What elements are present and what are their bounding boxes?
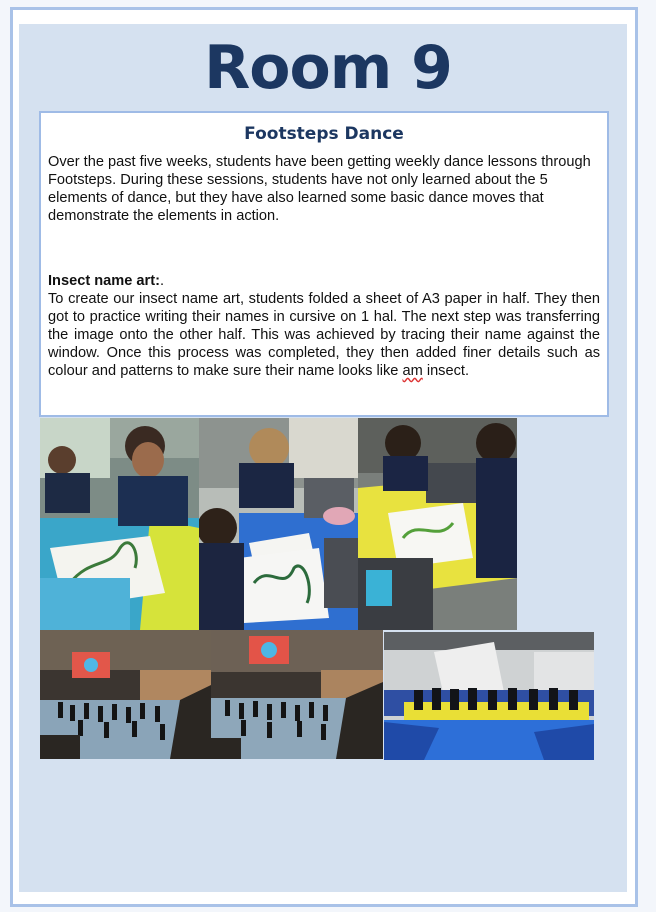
photo-students-drawing-2 (199, 418, 358, 630)
article-text-box (39, 111, 609, 417)
photo-dance-hall-2 (211, 630, 383, 759)
insect-paragraph-part-1: To create our insect name art, students folded a sheet of A3 paper in half. They then got to practice writing their names in cursive on 1 hal. The next step was transferring the image onto the other half. This was achieved by tracing their name against the window. Once this process was completed, they then added finer details such as colour and patterns to make sure their name looks like (48, 291, 600, 379)
photo-students-tablet (358, 418, 517, 630)
insect-art-paragraph (48, 290, 600, 380)
insect-art-heading-suffix: . (159, 273, 164, 289)
footsteps-dance-heading: Footsteps Dance (244, 124, 404, 144)
photo-students-drawing-1 (40, 418, 199, 630)
dance-paragraph: Over the past five weeks, students have been getting weekly dance lessons through Footsteps. During these sessions, students have not only learned about the 5 elements of dance, but they have also learned some basic dance moves that demonstrate the elements in action. (48, 154, 591, 224)
insect-art-subheading (48, 272, 600, 290)
insect-art-heading-text: Insect name art: (48, 273, 160, 289)
spelling-error-word: am (402, 363, 423, 379)
photo-dance-hall-1 (40, 630, 211, 759)
page-title: Room 9 (204, 33, 452, 103)
photo-trampoline-activity (384, 632, 594, 760)
insect-paragraph-part-2: insect. (422, 363, 469, 379)
